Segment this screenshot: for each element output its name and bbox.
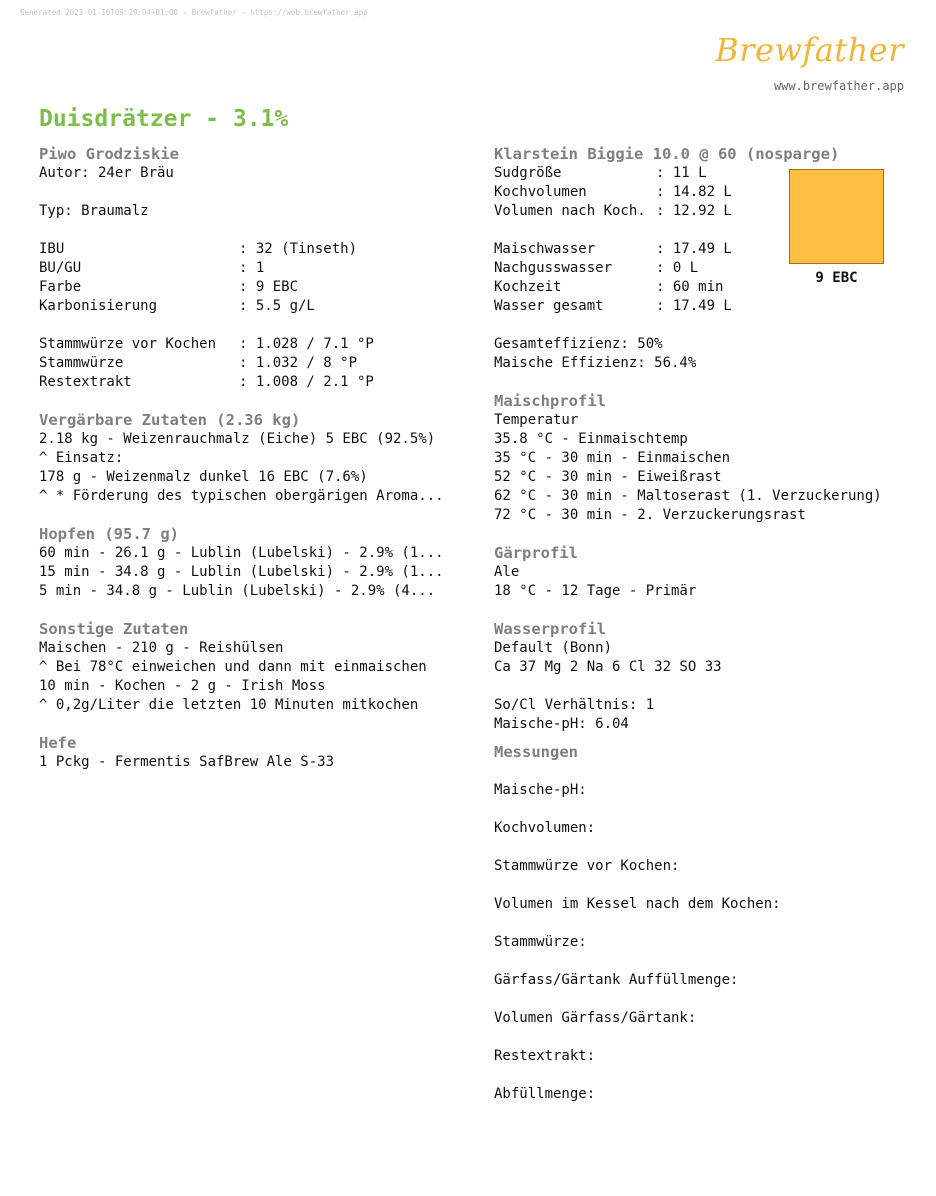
other-line: ^ Bei 78°C einweichen und dann mit einmaischen — [39, 659, 427, 675]
water-ratio-line: So/Cl Verhältnis: 1 — [494, 697, 655, 713]
mash-heading: Maischprofil — [494, 392, 606, 410]
mash-line: 62 °C - 30 min - Maltoserast (1. Verzuckerung) — [494, 488, 882, 504]
hop-line: 5 min - 34.8 g - Lublin (Lubelski) - 2.9% (4... — [39, 583, 436, 599]
water-label: Maischwasser — [494, 241, 596, 257]
mash-line: 52 °C - 30 min - Eiweißrast — [494, 469, 722, 485]
gravity-row — [39, 335, 479, 354]
fermentation-line: Ale — [494, 564, 520, 580]
fermentable-line: 178 g - Weizenmalz dunkel 16 EBC (7.6%) — [39, 469, 368, 485]
mash-line: 72 °C - 30 min - 2. Verzuckerungsrast — [494, 507, 806, 523]
fermentable-line: ^ * Förderung des typischen obergärigen Aroma... — [39, 488, 444, 504]
volume-label: Sudgröße — [494, 165, 562, 181]
gravity-label: Stammwürze — [39, 355, 124, 371]
gravity-label: Stammwürze vor Kochen — [39, 336, 217, 352]
stat-row — [39, 240, 479, 259]
beer-color-swatch — [789, 169, 884, 264]
water-profile-heading: Wasserprofil — [494, 620, 606, 638]
water-value: : 17.49 L — [656, 241, 732, 257]
efficiency-line: Gesamteffizienz: 50% — [494, 336, 663, 352]
equipment-heading: Klarstein Biggie 10.0 @ 60 (nosparge) — [494, 145, 840, 163]
yeast-heading: Hefe — [39, 734, 77, 752]
fermentable-line: 2.18 kg - Weizenrauchmalz (Eiche) 5 EBC (92.5%) — [39, 431, 436, 447]
water-value: : 17.49 L — [656, 298, 732, 314]
water-label: Kochzeit — [494, 279, 562, 295]
volume-value: : 14.82 L — [656, 184, 732, 200]
recipe-type: Typ: Braumalz — [39, 203, 149, 219]
logo-url: www.brewfather.app — [773, 79, 904, 93]
water-value: : 0 L — [656, 260, 699, 276]
mash-line: Temperatur — [494, 412, 579, 428]
stat-label: IBU — [39, 241, 65, 257]
stat-label: Farbe — [39, 279, 82, 295]
measurement-field: Abfüllmenge: — [494, 1086, 596, 1102]
fermentation-line: 18 °C - 12 Tage - Primär — [494, 583, 697, 599]
gravity-label: Restextrakt — [39, 374, 132, 390]
hop-line: 60 min - 26.1 g - Lublin (Lubelski) - 2.9% (1... — [39, 545, 444, 561]
measurements-section — [494, 743, 924, 1104]
stat-value: : 32 (Tinseth) — [239, 241, 358, 257]
measurement-field: Restextrakt: — [494, 1048, 596, 1064]
recipe-stats — [39, 240, 479, 316]
beer-color-label: 9 EBC — [815, 270, 858, 286]
recipe-left-column — [39, 145, 479, 772]
volume-label: Kochvolumen — [494, 184, 587, 200]
stat-row — [39, 259, 479, 278]
volume-value: : 11 L — [656, 165, 707, 181]
volume-value: : 12.92 L — [656, 203, 732, 219]
water-label: Wasser gesamt — [494, 298, 604, 314]
mash-line: 35.8 °C - Einmaischtemp — [494, 431, 688, 447]
measurement-field: Stammwürze: — [494, 934, 587, 950]
water-value: : 60 min — [656, 279, 724, 295]
measurement-field: Stammwürze vor Kochen: — [494, 858, 680, 874]
recipe-style: Piwo Grodziskie — [39, 145, 179, 163]
efficiency-line: Maische Effizienz: 56.4% — [494, 355, 697, 371]
fermentable-line: ^ Einsatz: — [39, 450, 124, 466]
measurement-field: Volumen im Kessel nach dem Kochen: — [494, 896, 781, 912]
hop-line: 15 min - 34.8 g - Lublin (Lubelski) - 2.9% (1... — [39, 564, 444, 580]
mash-line: 35 °C - 30 min - Einmaischen — [494, 450, 731, 466]
fermentables-heading: Vergärbare Zutaten (2.36 kg) — [39, 411, 301, 429]
gravity-value: : 1.028 / 7.1 °P — [239, 336, 374, 352]
fermentation-heading: Gärprofil — [494, 544, 578, 562]
stat-value: : 9 EBC — [239, 279, 299, 295]
mash-profile-section — [494, 392, 924, 525]
water-profile-section — [494, 620, 924, 734]
gravity-row — [39, 373, 479, 392]
stat-row — [39, 297, 479, 316]
water-ratio-line: Maische-pH: 6.04 — [494, 716, 629, 732]
hops-heading: Hopfen (95.7 g) — [39, 525, 179, 543]
measurement-field: Maische-pH: — [494, 782, 587, 798]
volume-label: Volumen nach Koch. — [494, 203, 646, 219]
measurements-heading: Messungen — [494, 743, 578, 761]
water-profile-line: Default (Bonn) — [494, 640, 613, 656]
recipe-right-column — [494, 145, 924, 1104]
gravity-value: : 1.032 / 8 °P — [239, 355, 358, 371]
recipe-author: Autor: 24er Bräu — [39, 165, 174, 181]
measurement-field: Kochvolumen: — [494, 820, 596, 836]
fermentables-section — [39, 411, 479, 506]
fermentation-profile-section — [494, 544, 924, 601]
other-line: ^ 0,2g/Liter die letzten 10 Minuten mitkochen — [39, 697, 419, 713]
yeast-line: 1 Pckg - Fermentis SafBrew Ale S-33 — [39, 754, 335, 770]
gravity-row — [39, 354, 479, 373]
generated-timestamp: Generated 2023-01-16T09:29:04+01:00 - Brewfather - https://web.brewfather.app — [20, 8, 368, 17]
gravity-value: : 1.008 / 2.1 °P — [239, 374, 374, 390]
other-ingredients-section — [39, 620, 479, 715]
yeast-section — [39, 734, 479, 772]
hops-section — [39, 525, 479, 601]
stat-value: : 1 — [239, 260, 265, 276]
measurement-field: Gärfass/Gärtank Auffüllmenge: — [494, 972, 739, 988]
water-label: Nachgusswasser — [494, 260, 613, 276]
other-line: 10 min - Kochen - 2 g - Irish Moss — [39, 678, 326, 694]
stat-label: BU/GU — [39, 260, 82, 276]
other-line: Maischen - 210 g - Reishülsen — [39, 640, 284, 656]
water-row — [494, 297, 924, 316]
recipe-title: Duisdrätzer - 3.1% — [39, 106, 289, 132]
brewfather-logo — [715, 28, 904, 94]
measurement-field: Volumen Gärfass/Gärtank: — [494, 1010, 697, 1026]
gravity-stats — [39, 335, 479, 392]
stat-row — [39, 278, 479, 297]
water-profile-line: Ca 37 Mg 2 Na 6 Cl 32 SO 33 — [494, 659, 722, 675]
other-heading: Sonstige Zutaten — [39, 620, 189, 638]
stat-value: : 5.5 g/L — [239, 298, 315, 314]
stat-label: Karbonisierung — [39, 298, 158, 314]
logo-wordmark: Brewfather — [715, 31, 904, 69]
